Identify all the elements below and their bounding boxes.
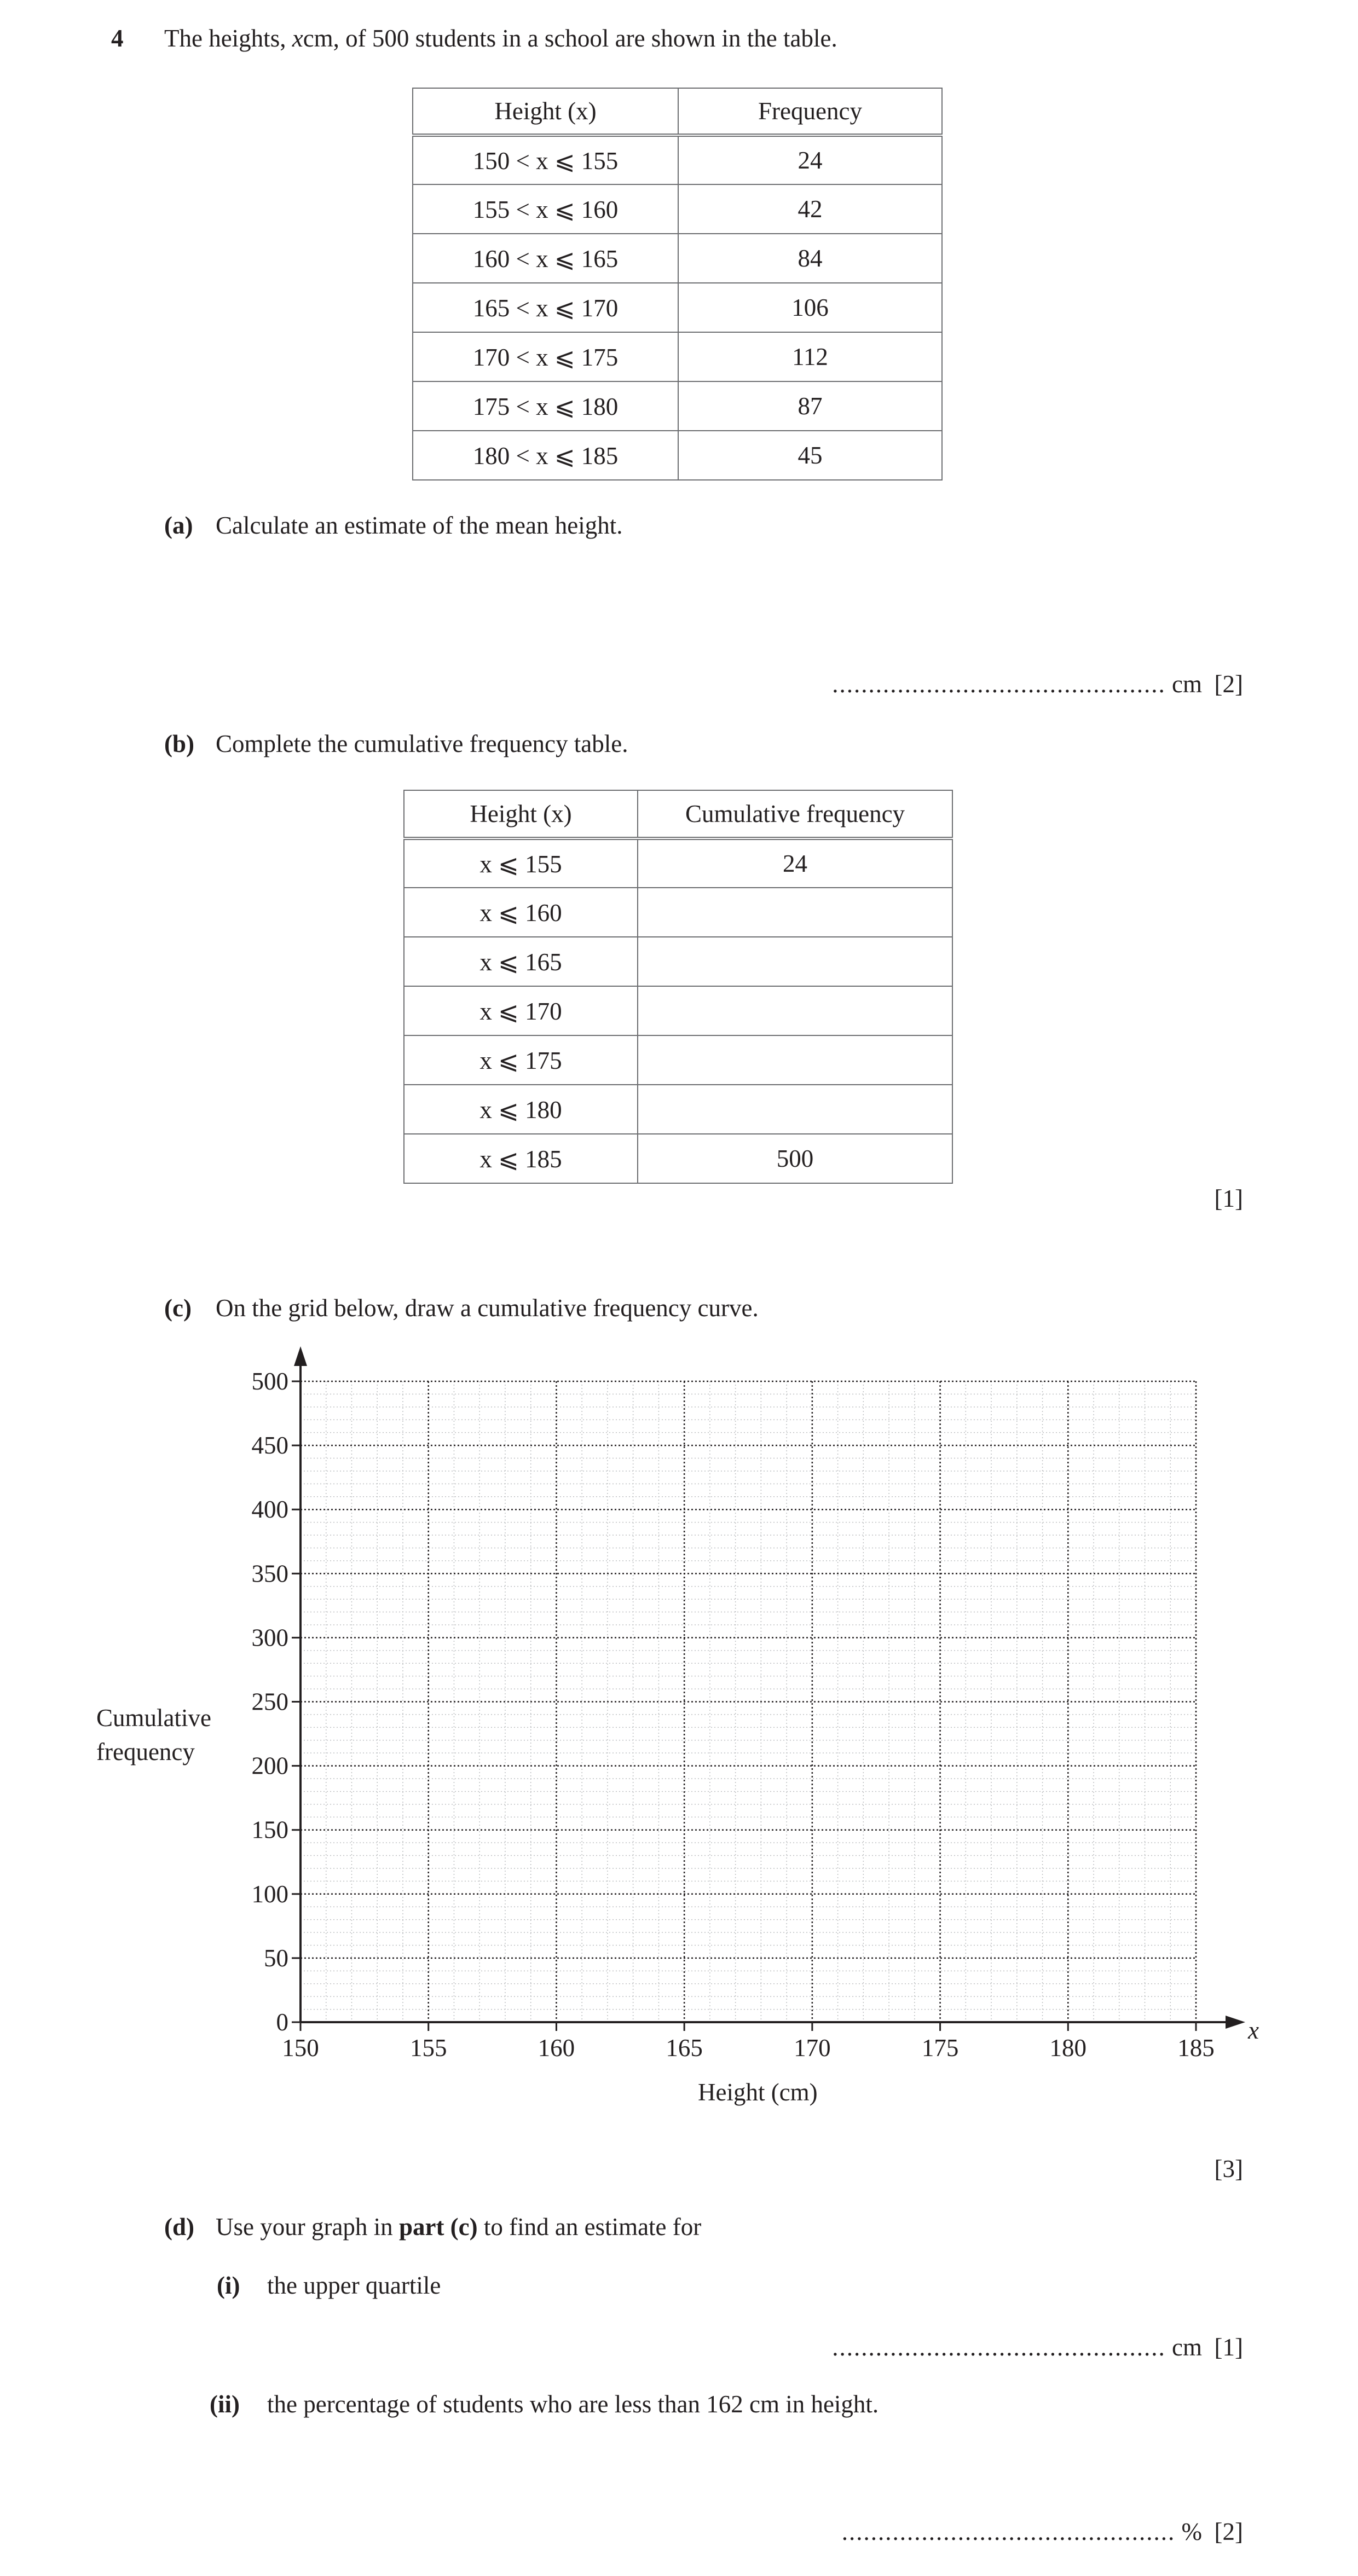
part-b-text: Complete the cumulative frequency table. bbox=[216, 730, 628, 757]
question-intro bbox=[164, 24, 837, 53]
part-a-unit: cm bbox=[1172, 670, 1203, 698]
answer-line[interactable]: .............................................. bbox=[832, 670, 1166, 698]
table-row bbox=[413, 381, 942, 431]
x-tick-label: 160 bbox=[538, 2034, 575, 2062]
y-tick-label: 400 bbox=[251, 1496, 288, 1524]
part-a-answer bbox=[832, 670, 1243, 698]
part-d-i-marks: [1] bbox=[1214, 2334, 1243, 2361]
freq-value-cell: 106 bbox=[678, 283, 942, 332]
cf-height-cell: x ⩽ 185 bbox=[404, 1134, 638, 1183]
part-d-ii-marks: [2] bbox=[1214, 2518, 1243, 2545]
cf-value-cell[interactable] bbox=[638, 888, 952, 937]
part-d-label: (d) bbox=[164, 2213, 194, 2241]
freq-value-cell: 87 bbox=[678, 381, 942, 431]
axes bbox=[294, 1346, 1259, 2044]
cf-value-cell: 24 bbox=[638, 838, 952, 888]
freq-value-cell: 45 bbox=[678, 431, 942, 480]
cf-value-cell[interactable] bbox=[638, 986, 952, 1035]
table-row bbox=[413, 283, 942, 332]
x-tick-label: 150 bbox=[282, 2034, 319, 2062]
y-tick-label: 0 bbox=[276, 2008, 288, 2036]
part-a-text: Calculate an estimate of the mean height. bbox=[216, 512, 623, 539]
freq-header-height: Height (x) bbox=[413, 88, 678, 135]
x-tick-label: 185 bbox=[1177, 2034, 1215, 2062]
part-b-marks: [1] bbox=[1214, 1185, 1243, 1212]
x-tick-label: 175 bbox=[921, 2034, 959, 2062]
cumulative-frequency-table bbox=[403, 790, 953, 1184]
cf-value-cell[interactable] bbox=[638, 1085, 952, 1134]
freq-height-cell: 150 < x ⩽ 155 bbox=[413, 135, 678, 184]
y-axis-label-text: Cumulative frequency bbox=[96, 1704, 211, 1765]
table-row bbox=[404, 1035, 952, 1085]
cf-height-cell: x ⩽ 180 bbox=[404, 1085, 638, 1134]
table-row bbox=[404, 888, 952, 937]
table-row bbox=[413, 184, 942, 234]
y-tick-label: 250 bbox=[251, 1688, 288, 1716]
part-c-marks: [3] bbox=[1214, 2155, 1243, 2183]
intro-text-a: The heights, bbox=[164, 25, 292, 52]
x-tick-label: 180 bbox=[1049, 2034, 1087, 2062]
major-gridlines bbox=[301, 1381, 1196, 2022]
answer-line[interactable]: .............................................. bbox=[832, 2334, 1166, 2361]
y-tick-label: 50 bbox=[264, 1944, 288, 1972]
x-tick-label: 170 bbox=[794, 2034, 831, 2062]
table-row bbox=[404, 1134, 952, 1183]
y-tick-label: 350 bbox=[251, 1560, 288, 1588]
x-tick-label: 165 bbox=[666, 2034, 703, 2062]
cf-height-cell: x ⩽ 170 bbox=[404, 986, 638, 1035]
cf-value-cell[interactable] bbox=[638, 1035, 952, 1085]
freq-value-cell: 84 bbox=[678, 234, 942, 283]
cf-value-cell: 500 bbox=[638, 1134, 952, 1183]
cf-header-cumfreq: Cumulative frequency bbox=[638, 790, 952, 838]
y-tick-label: 500 bbox=[251, 1368, 288, 1395]
freq-height-cell: 155 < x ⩽ 160 bbox=[413, 184, 678, 234]
part-d-ii-unit: % bbox=[1181, 2518, 1203, 2545]
part-d-ii-label: (ii) bbox=[210, 2390, 240, 2418]
part-d-text-a: Use your graph in bbox=[216, 2213, 399, 2241]
part-d-i-unit: cm bbox=[1172, 2334, 1203, 2361]
table-row bbox=[404, 838, 952, 888]
part-d-text-b: to find an estimate for bbox=[477, 2213, 702, 2241]
freq-value-cell: 112 bbox=[678, 332, 942, 381]
table-row bbox=[413, 135, 942, 184]
part-d-text bbox=[216, 2213, 701, 2241]
part-d-i-answer bbox=[832, 2333, 1243, 2361]
part-c-label: (c) bbox=[164, 1294, 192, 1322]
freq-header-frequency: Frequency bbox=[678, 88, 942, 135]
y-tick-label: 100 bbox=[251, 1880, 288, 1908]
freq-height-cell: 175 < x ⩽ 180 bbox=[413, 381, 678, 431]
part-d-text-bold: part (c) bbox=[398, 2213, 478, 2241]
freq-height-cell: 160 < x ⩽ 165 bbox=[413, 234, 678, 283]
y-tick-label: 300 bbox=[251, 1624, 288, 1652]
part-d-ii-text: the percentage of students who are less than 162 cm in height. bbox=[267, 2390, 879, 2418]
intro-text-b: cm, of 500 students in a school are shown in the table. bbox=[303, 25, 837, 52]
freq-height-cell: 180 < x ⩽ 185 bbox=[413, 431, 678, 480]
y-tick-label: 200 bbox=[251, 1752, 288, 1780]
freq-height-cell: 170 < x ⩽ 175 bbox=[413, 332, 678, 381]
part-a-label: (a) bbox=[164, 512, 193, 539]
x-axis-arrow bbox=[1226, 2016, 1245, 2029]
x-axis-symbol: x bbox=[1248, 2017, 1259, 2044]
table-row bbox=[404, 1085, 952, 1134]
answer-line[interactable]: .............................................. bbox=[841, 2518, 1176, 2545]
intro-variable: x bbox=[292, 25, 303, 52]
table-row bbox=[413, 431, 942, 480]
part-d-i-label: (i) bbox=[217, 2272, 240, 2299]
table-row bbox=[413, 332, 942, 381]
frequency-table bbox=[412, 88, 943, 481]
y-tick-label: 150 bbox=[251, 1816, 288, 1844]
freq-value-cell: 42 bbox=[678, 184, 942, 234]
x-axis-label: Height (cm) bbox=[698, 2079, 818, 2106]
cf-height-cell: x ⩽ 155 bbox=[404, 838, 638, 888]
cf-value-cell[interactable] bbox=[638, 937, 952, 986]
part-a-marks: [2] bbox=[1214, 670, 1243, 698]
part-d-i-text: the upper quartile bbox=[267, 2272, 441, 2299]
cf-header-height: Height (x) bbox=[404, 790, 638, 838]
table-row bbox=[404, 937, 952, 986]
tick-marks bbox=[292, 1381, 1196, 2031]
y-axis-arrow bbox=[294, 1346, 307, 1366]
part-d-ii-answer bbox=[842, 2517, 1243, 2546]
freq-height-cell: 165 < x ⩽ 170 bbox=[413, 283, 678, 332]
table-row bbox=[404, 986, 952, 1035]
cf-height-cell: x ⩽ 175 bbox=[404, 1035, 638, 1085]
x-tick-label: 155 bbox=[409, 2034, 447, 2062]
freq-value-cell: 24 bbox=[678, 135, 942, 184]
table-row bbox=[413, 234, 942, 283]
y-tick-label: 450 bbox=[251, 1432, 288, 1460]
cumulative-frequency-grid[interactable] bbox=[0, 1330, 1358, 2129]
cf-height-cell: x ⩽ 160 bbox=[404, 888, 638, 937]
question-number: 4 bbox=[111, 25, 124, 52]
part-c-text: On the grid below, draw a cumulative frequency curve. bbox=[216, 1294, 759, 1322]
part-b-label: (b) bbox=[164, 730, 194, 757]
cf-height-cell: x ⩽ 165 bbox=[404, 937, 638, 986]
